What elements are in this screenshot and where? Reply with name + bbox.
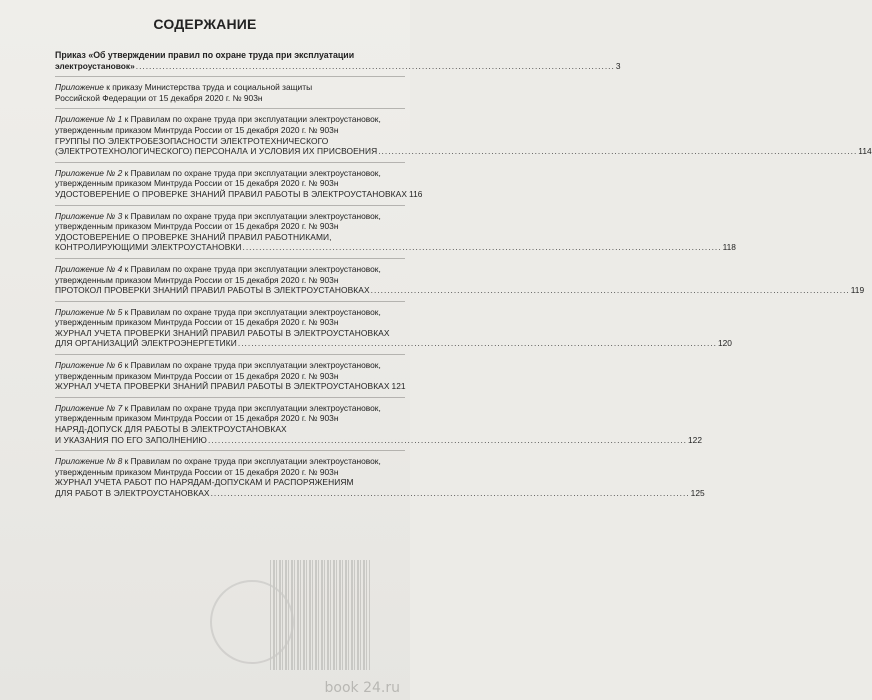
- divider: [55, 162, 405, 163]
- watermark: book 24.ru: [324, 680, 400, 696]
- toc-entry-line: [55, 211, 405, 222]
- toc-entry-leader: [55, 242, 736, 253]
- appendix-label: Приложение № 6: [55, 360, 123, 371]
- page-number: 119: [850, 285, 865, 296]
- toc-entry-appendix-3[interactable]: [55, 210, 736, 253]
- toc-entry-line: ПРОТОКОЛ ПРОВЕРКИ ЗНАНИЙ ПРАВИЛ РАБОТЫ В ЭЛЕКТРОУСТАНОВКАХ: [55, 285, 370, 296]
- appendix-label: Приложение № 4: [55, 263, 123, 274]
- toc-entry-line: (ЭЛЕКТРОТЕХНОЛОГИЧЕСКОГО) ПЕРСОНАЛА И УСЛОВИЯ ИХ ПРИСВОЕНИЯ: [55, 146, 378, 157]
- page-number: 121: [391, 381, 406, 392]
- toc-entry-appendix-5[interactable]: [55, 306, 732, 349]
- appendix-label: Приложение № 7: [55, 402, 123, 413]
- toc-entry-line: утвержденным приказом Минтруда России от 15 декабря 2020 г. № 903н: [55, 466, 339, 477]
- toc-entry-appendix-1[interactable]: [55, 114, 872, 157]
- toc-entry-leader: [55, 488, 705, 499]
- leader-dots: [243, 242, 722, 253]
- page-number: 116: [409, 188, 423, 199]
- appendix-label: Приложение № 8: [55, 456, 123, 467]
- toc-entry-appendix-8[interactable]: [55, 456, 705, 498]
- table-of-contents: [55, 50, 872, 499]
- toc-entry-line: утвержденным приказом Минтруда России от 15 декабря 2020 г. № 903н: [55, 370, 339, 381]
- toc-entry-line: НАРЯД-ДОПУСК ДЛЯ РАБОТЫ В ЭЛЕКТРОУСТАНОВКАХ: [55, 424, 287, 435]
- leader-dots: [136, 61, 615, 72]
- toc-entry-text: к Правилам по охране труда при эксплуатации электроустановок,: [124, 360, 381, 371]
- toc-entry-leader: [55, 434, 702, 446]
- toc-entry-line: УДОСТОВЕРЕНИЕ О ПРОВЕРКЕ ЗНАНИЙ ПРАВИЛ РАБОТЫ В ЭЛЕКТРОУСТАНОВКАХ: [55, 188, 408, 199]
- toc-entry-line: [55, 456, 405, 467]
- toc-entry-leader: [55, 188, 423, 200]
- toc-entry-leader: [55, 146, 872, 157]
- toc-entry-leader: [55, 285, 865, 296]
- toc-entry-line: [55, 360, 405, 371]
- toc-entry-leader: [55, 381, 405, 392]
- toc-entry-line: ДЛЯ ОРГАНИЗАЦИЙ ЭЛЕКТРОЭНЕРГЕТИКИ: [55, 338, 237, 349]
- page-number: 120: [717, 338, 732, 349]
- toc-entry-line: ЖУРНАЛ УЧЕТА ПРОВЕРКИ ЗНАНИЙ ПРАВИЛ РАБОТЫ В ЭЛЕКТРОУСТАНОВКАХ: [55, 381, 390, 392]
- leader-dots: [211, 488, 690, 499]
- divider: [55, 450, 405, 451]
- divider: [55, 108, 405, 109]
- toc-entry-appendix-7[interactable]: [55, 402, 702, 445]
- page-number: 3: [615, 60, 621, 71]
- toc-entry-appendix-2[interactable]: [55, 167, 423, 200]
- toc-entry-line: утвержденным приказом Минтруда России от 15 декабря 2020 г. № 903н: [55, 317, 339, 328]
- toc-entry-line: утвержденным приказом Минтруда России от 15 декабря 2020 г. № 903н: [55, 124, 339, 135]
- toc-entry-leader: [55, 338, 732, 349]
- toc-entry-text: к Правилам по охране труда при эксплуатации электроустановок,: [124, 306, 381, 317]
- leader-dots: [208, 435, 687, 446]
- toc-entry-line: ЖУРНАЛ УЧЕТА РАБОТ ПО НАРЯДАМ-ДОПУСКАМ И РАСПОРЯЖЕНИЯМ: [55, 477, 354, 488]
- divider: [55, 258, 405, 259]
- appendix-label: Приложение № 2: [55, 167, 123, 178]
- toc-entry-text: к Правилам по охране труда при эксплуатации электроустановок,: [124, 167, 381, 178]
- toc-entry-text: к Правилам по охране труда при эксплуатации электроустановок,: [124, 402, 381, 413]
- toc-entry-line: [55, 114, 405, 125]
- divider: [55, 397, 405, 398]
- toc-entry-text: к Правилам по охране труда при эксплуатации электроустановок,: [124, 210, 381, 221]
- toc-entry-line: утвержденным приказом Минтруда России от 15 декабря 2020 г. № 903н: [55, 413, 339, 424]
- appendix-label: Приложение: [55, 82, 104, 93]
- toc-entry-line: ДЛЯ РАБОТ В ЭЛЕКТРОУСТАНОВКАХ: [55, 488, 210, 498]
- toc-entry-text: к Правилам по охране труда при эксплуатации электроустановок,: [124, 114, 381, 125]
- toc-entry-line: ГРУППЫ ПО ЭЛЕКТРОБЕЗОПАСНОСТИ ЭЛЕКТРОТЕХНИЧЕСКОГО: [55, 135, 329, 146]
- toc-entry-line: утвержденным приказом Минтруда России от 15 декабря 2020 г. № 903н: [55, 274, 339, 285]
- divider: [55, 76, 405, 77]
- toc-entry-line: электроустановок»: [55, 60, 135, 71]
- toc-entry-line: Приказ «Об утверждении правил по охране труда при эксплуатации: [55, 50, 355, 60]
- appendix-label: Приложение № 5: [55, 306, 123, 317]
- toc-entry-line: КОНТРОЛИРУЮЩИМИ ЭЛЕКТРОУСТАНОВКИ: [55, 242, 242, 253]
- page-number: 125: [690, 488, 705, 498]
- leader-dots: [238, 338, 717, 349]
- leader-dots: [371, 285, 850, 296]
- toc-entry-line: [55, 82, 405, 93]
- toc-entry-line: утвержденным приказом Минтруда России от 15 декабря 2020 г. № 903н: [55, 221, 339, 232]
- toc-entry-line: УДОСТОВЕРЕНИЕ О ПРОВЕРКЕ ЗНАНИЙ ПРАВИЛ РАБОТНИКАМИ,: [55, 231, 332, 242]
- toc-entry-line: утвержденным приказом Минтруда России от 15 декабря 2020 г. № 903н: [55, 178, 339, 189]
- toc-entry-text: к Правилам по охране труда при эксплуатации электроустановок,: [124, 263, 381, 274]
- toc-entry-line: [55, 403, 405, 414]
- toc-entry-line: [55, 168, 405, 179]
- appendix-label: Приложение № 3: [55, 210, 123, 221]
- toc-entry-text: к приказу Министерства труда и социальной защиты: [106, 82, 313, 93]
- toc-entry-line: ЖУРНАЛ УЧЕТА ПРОВЕРКИ ЗНАНИЙ ПРАВИЛ РАБОТЫ В ЭЛЕКТРОУСТАНОВКАХ: [55, 327, 390, 338]
- appendix-label: Приложение № 1: [55, 114, 123, 125]
- toc-entry-line: Российской Федерации от 15 декабря 2020 г. № 903н: [55, 92, 263, 103]
- toc-entry-order[interactable]: [55, 50, 621, 71]
- page-number: 118: [722, 242, 736, 253]
- page-number: 122: [688, 434, 702, 445]
- bleed-through-barcode: [270, 560, 370, 670]
- toc-entry-line: И УКАЗАНИЯ ПО ЕГО ЗАПОЛНЕНИЮ: [55, 434, 207, 445]
- toc-entry-leader: [55, 60, 621, 72]
- toc-entry-text: к Правилам по охране труда при эксплуатации электроустановок,: [124, 456, 381, 467]
- toc-entry-line: [55, 264, 405, 275]
- divider: [55, 301, 405, 302]
- page-title: СОДЕРЖАНИЕ: [153, 16, 257, 32]
- page-number: 114: [858, 146, 872, 157]
- leader-dots: [378, 146, 857, 157]
- toc-entry-appendix-4[interactable]: [55, 263, 865, 296]
- toc-entry-line: [55, 307, 405, 318]
- divider: [55, 205, 405, 206]
- toc-entry-appendix-6[interactable]: [55, 360, 405, 392]
- toc-entry-appendix-order[interactable]: [55, 82, 405, 103]
- divider: [55, 354, 405, 355]
